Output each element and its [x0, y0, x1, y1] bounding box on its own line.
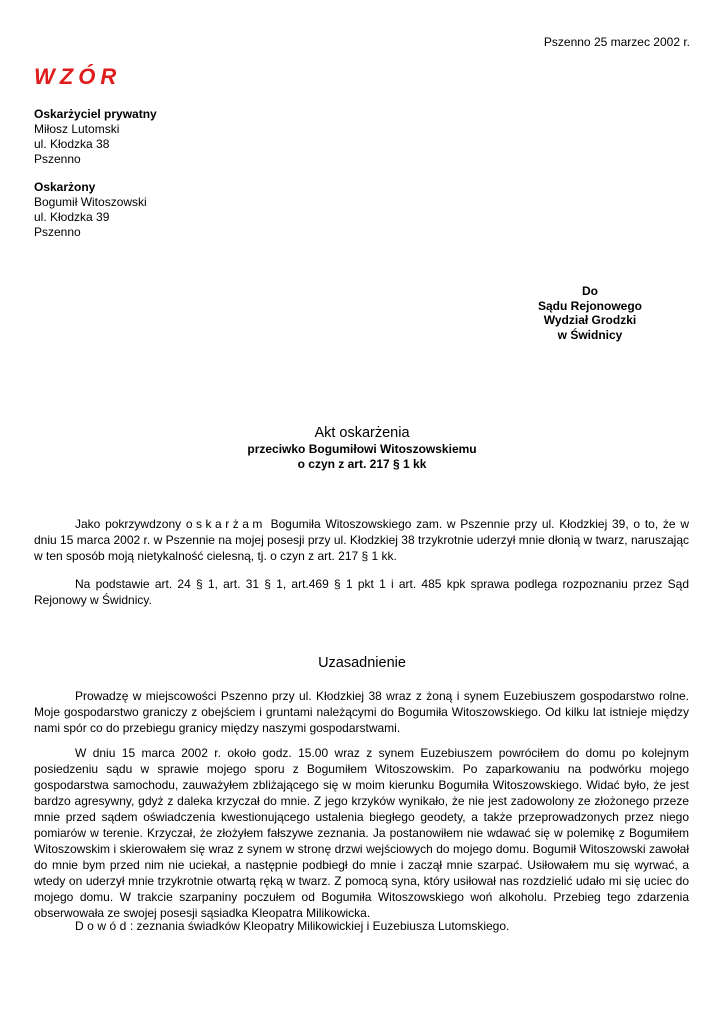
justification-section-1	[34, 688, 689, 736]
charge-intro: Jako pokrzywdzony	[75, 517, 186, 531]
justification-paragraph-2: W dniu 15 marca 2002 r. około godz. 15.00 wraz z synem Euzebiuszem powróciłem do domu po kolejnym posiedzeniu sądu w sprawie mojego sporu z Bogumiłem Witoszowskim. Po zaparkowaniu na podwórku mojego gospodarstwa samochodu, zauważyłem zbliżającego się w moim kierunku Bogumiła Witoszowskiego. Widać było, że jest bardzo agresywny, gdyż z daleka krzyczał do mnie. Z jego krzyków wynikało, że nie jest zadowolony ze złożonego przeze mnie przed sądem oświadczenia kwestionującego ustalenia biegłego geodety, a także przeprowadzonych przez niego pomiarów w terenie. Krzyczał, że złożyłem fałszywe zeznania. Ja postanowiłem nie wdawać się w polemikę z Bogumiłem Witoszowskim i skierowałem się wraz z synem w stronę drzwi wejściowych do mojego domu. Bogumił Witoszowski zawołał do mnie bym przed nim nie uciekał, a następnie podbiegł do mnie i zaczął mnie szarpać. Usiłowałem mu się wyrwać, a wtedy on uderzył mnie trzykrotnie otwartą ręką w twarz. Z pomocą syna, który usiłował nas rozdzielić udało mi się uciec do mojego domu. W trakcie szarpaniny poczułem od Bogumiła Witoszowskiego woń alkoholu. Przebieg tego zdarzenia obserwowała ze swojej posesji sąsiadka Kleopatra Milikowicka.	[34, 746, 689, 920]
accused-name: Bogumił Witoszowski	[34, 195, 147, 209]
court-line-2: Sądu Rejonowego	[537, 298, 642, 313]
evidence-text: : zeznania świadków Kleopatry Milikowickiej i Euzebiusza Lutomskiego.	[129, 919, 510, 933]
justification-paragraph-1: Prowadzę w miejscowości Pszenno przy ul. Kłodzkiej 38 wraz z żoną i synem Euzebiuszem gospodarstwo rolne. Moje gospodarstwo graniczy z obejściem i gruntami należącymi do Bogumiła Witoszowskiego. Od kilku lat istnieje między nami spór co do przebiegu granicy między naszymi gospodarstwami.	[34, 689, 689, 735]
legal-basis-section	[34, 576, 689, 608]
charge-section	[34, 516, 689, 564]
accused-block	[34, 180, 147, 240]
legal-basis-paragraph: Na podstawie art. 24 § 1, art. 31 § 1, art.469 § 1 pkt 1 i art. 485 kpk sprawa podlega rozpoznaniu przez Sąd Rejonowy w Świdnicy.	[34, 577, 689, 607]
title-article: o czyn z art. 217 § 1 kk	[297, 456, 427, 471]
prosecutor-name: Miłosz Lutomski	[34, 122, 120, 136]
prosecutor-role: Oskarżyciel prywatny	[34, 107, 157, 121]
court-line-4: w Świdnicy	[557, 327, 623, 342]
document-title-block	[0, 424, 724, 471]
charge-verb: oskarżam	[185, 517, 266, 531]
evidence-label: Dowód	[75, 919, 130, 933]
accused-city: Pszenno	[34, 225, 81, 239]
prosecutor-street: ul. Kłodzka 38	[34, 137, 110, 151]
court-address	[510, 284, 670, 342]
court-line-1: Do	[582, 284, 598, 298]
document-title: Akt oskarżenia	[314, 425, 410, 441]
template-stamp: WZÓR	[34, 64, 122, 89]
prosecutor-city: Pszenno	[34, 152, 81, 166]
charge-paragraph	[34, 516, 689, 564]
place-and-date: Pszenno 25 marzec 2002 r.	[543, 35, 690, 49]
accused-role: Oskarżony	[34, 180, 96, 194]
title-against: przeciwko Bogumiłowi Witoszowskiemu	[247, 442, 477, 456]
justification-section-2	[34, 745, 689, 921]
accused-street: ul. Kłodzka 39	[34, 210, 110, 224]
evidence-line	[75, 919, 509, 933]
court-line-3: Wydział Grodzki	[543, 313, 637, 328]
charge-rest: Bogumiła Witoszowskiego zam. w Pszennie przy ul. Kłodzkiej 39, o to, że w dniu 15 marca 2002 r. w Pszennie na mojej posesji przy ul. Kłodzkiej 38 trzykrotnie uderzył mnie dłonią w twarz, naruszając w ten sposób moją nietykalność cielesną, tj. o czyn z art. 217 § 1 kk.	[34, 517, 689, 563]
prosecutor-block	[34, 107, 157, 167]
justification-heading: Uzasadnienie	[318, 655, 406, 671]
